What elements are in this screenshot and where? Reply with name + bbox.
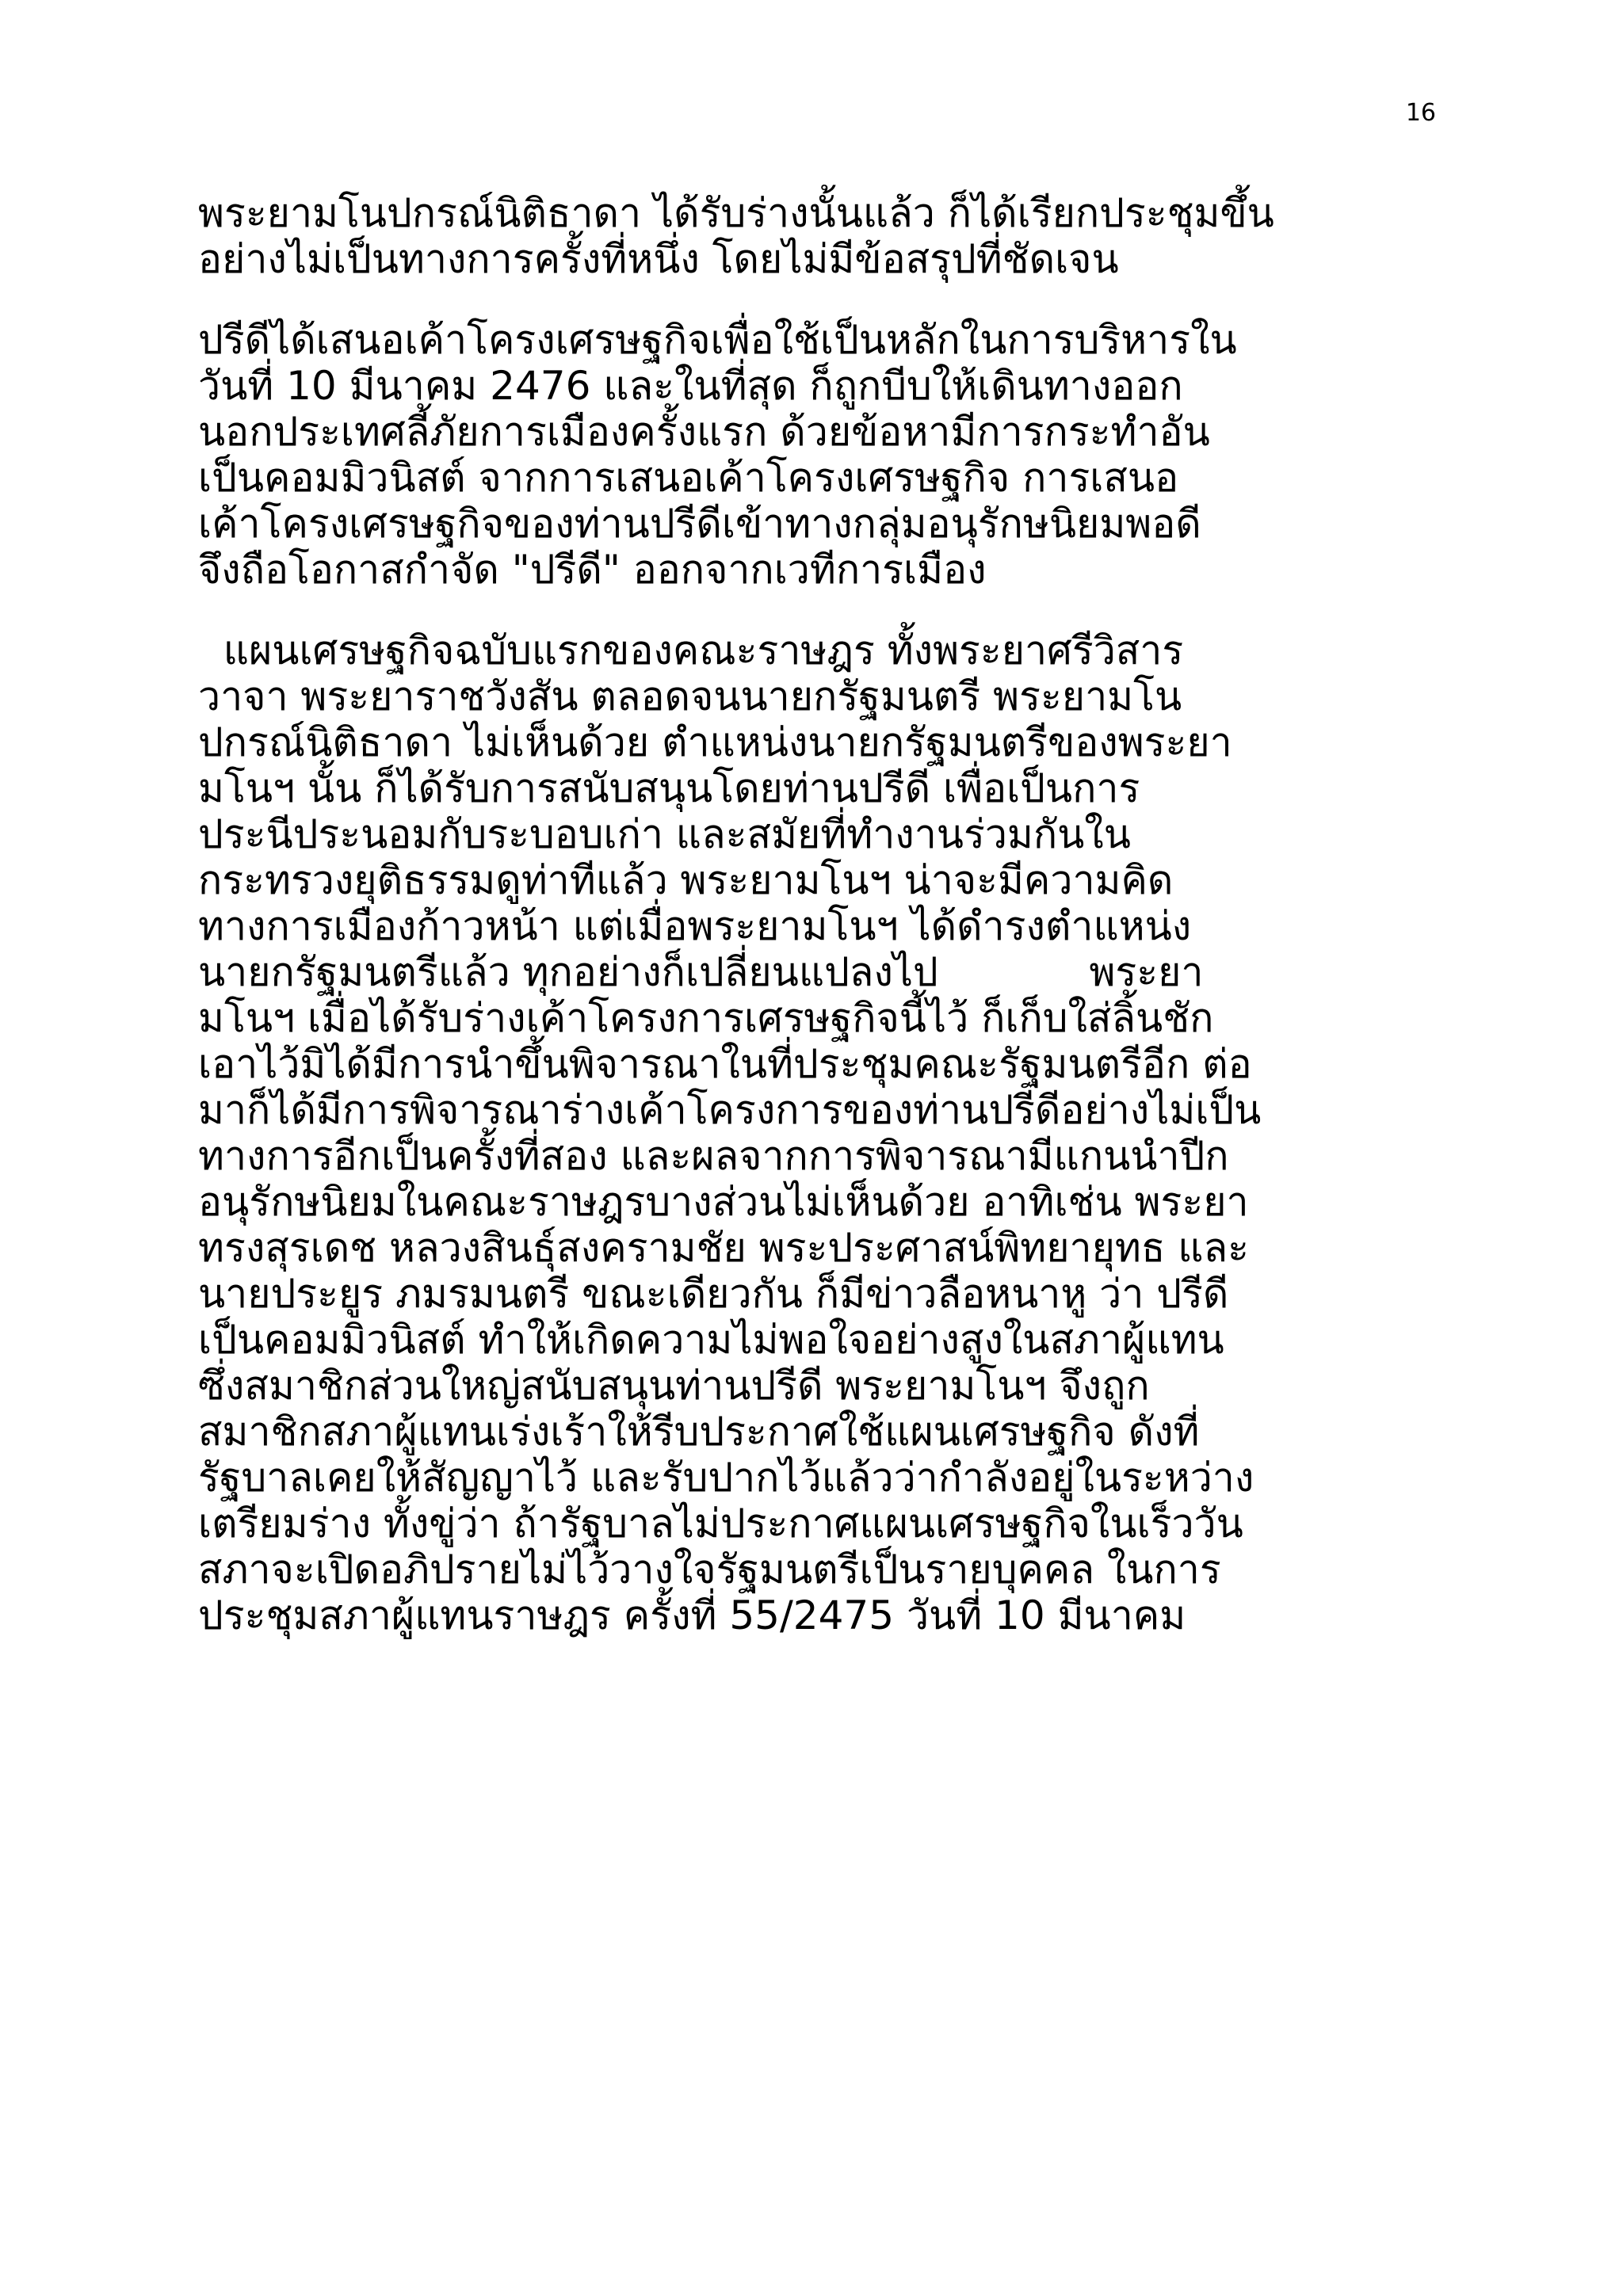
text-line: วาจา พระยาราชวังสัน ตลอดจนนายกรัฐมนตรี พระยามโน bbox=[198, 673, 1182, 719]
text-line: ทางการเมืองก้าวหน้า แต่เมื่อพระยามโนฯ ได้ดำรงตำแหน่ง bbox=[198, 903, 1192, 949]
text-line: นายกรัฐมนตรีแล้ว ทุกอย่างก็เปลี่ยนแปลงไป พระยา bbox=[198, 949, 1204, 995]
text-line: อนุรักษนิยมในคณะราษฎรบางส่วนไม่เห็นด้วย อาทิเช่น พระยา bbox=[198, 1179, 1249, 1225]
text-line: ประนีประนอมกับระบอบเก่า และสมัยที่ทำงานร่วมกันใน bbox=[198, 811, 1131, 857]
paragraph bbox=[198, 190, 1450, 282]
text-line: สมาชิกสภาผู้แทนเร่งเร้าให้รีบประกาศใช้แผนเศรษฐกิจ ดังที่ bbox=[198, 1409, 1200, 1455]
text-line: มโนฯ นั้น ก็ได้รับการสนับสนุนโดยท่านปรีดี เพื่อเป็นการ bbox=[198, 765, 1140, 811]
text-line: กระทรวงยุติธรรมดูท่าทีแล้ว พระยามโนฯ น่าจะมีความคิด bbox=[198, 857, 1174, 903]
text-line: ซึ่งสมาชิกส่วนใหญ่สนับสนุนท่านปรีดี พระยามโนฯ จึงถูก bbox=[198, 1363, 1150, 1409]
text-line: มโนฯ เมื่อได้รับร่างเค้าโครงการเศรษฐกิจนี้ไว้ ก็เก็บใส่ลิ้นชัก bbox=[198, 995, 1214, 1041]
text-line: ประชุมสภาผู้แทนราษฎร ครั้งที่ 55/2475 วันที่ 10 มีนาคม bbox=[198, 1592, 1186, 1638]
text-line: เป็นคอมมิวนิสต์ ทำให้เกิดความไม่พอใจอย่างสูงในสภาผู้แทน bbox=[198, 1317, 1224, 1363]
text-line: เค้าโครงเศรษฐกิจของท่านปรีดีเข้าทางกลุ่มอนุรักษนิยมพอดี bbox=[198, 501, 1201, 547]
text-line: ทางการอีกเป็นครั้งที่สอง และผลจากการพิจารณามีแกนนำปีก bbox=[198, 1133, 1229, 1179]
text-line: วันที่ 10 มีนาคม 2476 และในที่สุด ก็ถูกบีบให้เดินทางออก bbox=[198, 363, 1183, 409]
text-line: อย่างไม่เป็นทางการครั้งที่หนึ่ง โดยไม่มีข้อสรุปที่ชัดเจน bbox=[198, 236, 1119, 282]
text-line: จึงถือโอกาสกำจัด "ปรีดี" ออกจากเวทีการเมือง bbox=[198, 547, 987, 593]
text-line: แผนเศรษฐกิจฉบับแรกของคณะราษฎร ทั้งพระยาศรีวิสาร bbox=[198, 627, 1184, 673]
page-number: 16 bbox=[1405, 99, 1436, 127]
text-line: เป็นคอมมิวนิสต์ จากการเสนอเค้าโครงเศรษฐกิจ การเสนอ bbox=[198, 455, 1179, 501]
text-line: นอกประเทศลี้ภัยการเมืองครั้งแรก ด้วยข้อหามีการกระทำอัน bbox=[198, 409, 1210, 455]
text-line: รัฐบาลเคยให้สัญญาไว้ และรับปากไว้แล้วว่ากำลังอยู่ในระหว่าง bbox=[198, 1455, 1254, 1501]
text-line: มาก็ได้มีการพิจารณาร่างเค้าโครงการของท่านปรีดีอย่างไม่เป็น bbox=[198, 1087, 1262, 1133]
paragraph bbox=[198, 317, 1450, 593]
paragraph bbox=[198, 627, 1450, 1638]
document-body bbox=[198, 190, 1450, 1673]
text-line: เอาไว้มิได้มีการนำขึ้นพิจารณาในที่ประชุมคณะรัฐมนตรีอีก ต่อ bbox=[198, 1041, 1252, 1087]
text-line: ทรงสุรเดช หลวงสินธุ์สงครามชัย พระประศาสน์พิทยายุทธ และ bbox=[198, 1225, 1250, 1271]
text-line: ปรีดีได้เสนอเค้าโครงเศรษฐกิจเพื่อใช้เป็นหลักในการบริหารใน bbox=[198, 317, 1237, 363]
text-line: นายประยูร ภมรมนตรี ขณะเดียวกัน ก็มีข่าวลือหนาหู ว่า ปรีดี bbox=[198, 1271, 1229, 1317]
text-line: สภาจะเปิดอภิปรายไม่ไว้วางใจรัฐมนตรีเป็นรายบุคคล ในการ bbox=[198, 1547, 1221, 1592]
text-line: ปกรณ์นิติธาดา ไม่เห็นด้วย ตำแหน่งนายกรัฐมนตรีของพระยา bbox=[198, 719, 1232, 765]
text-line: พระยามโนปกรณ์นิติธาดา ได้รับร่างนั้นแล้ว ก็ได้เรียกประชุมขึ้น bbox=[198, 190, 1274, 236]
text-line: เตรียมร่าง ทั้งขู่ว่า ถ้ารัฐบาลไม่ประกาศแผนเศรษฐกิจในเร็ววัน bbox=[198, 1501, 1243, 1547]
